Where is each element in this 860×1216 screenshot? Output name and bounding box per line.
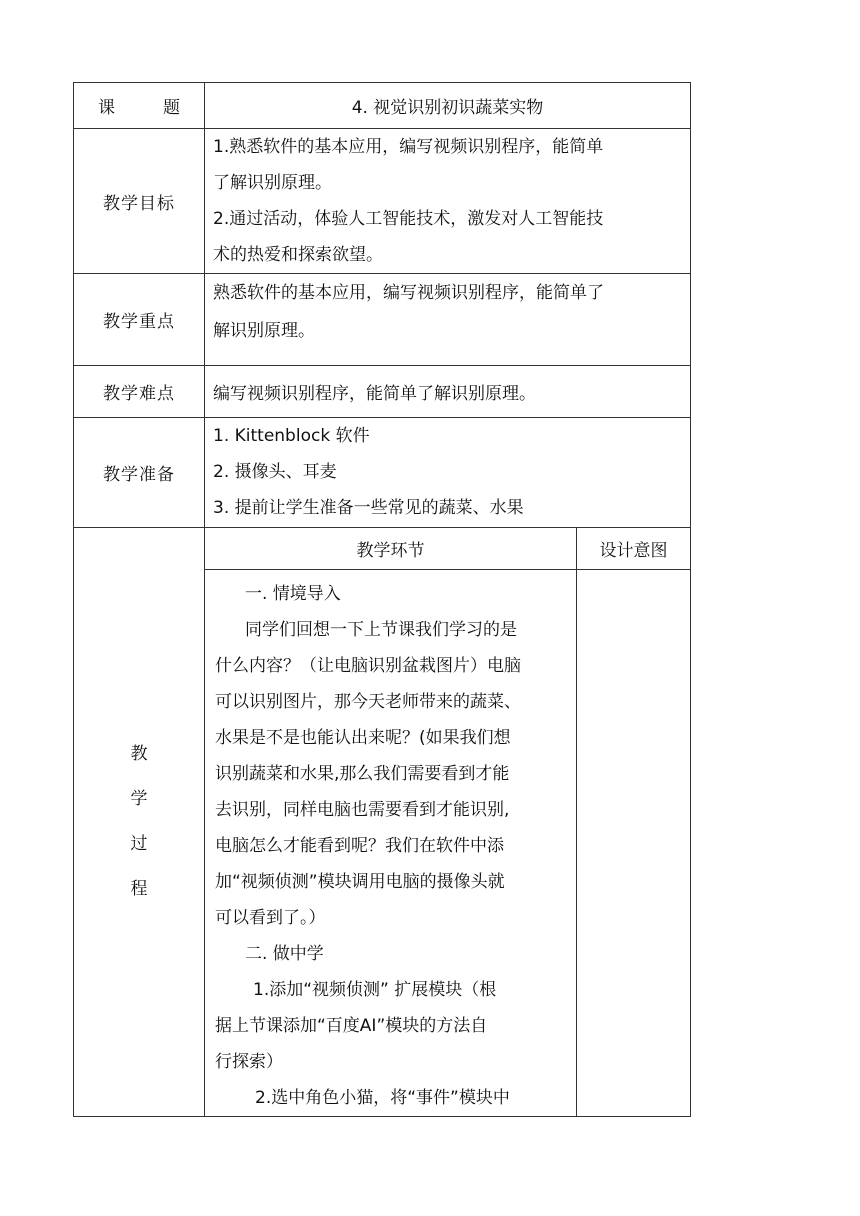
process-line: 水果是不是也能认出来呢？(如果我们想 xyxy=(215,728,511,748)
key-points-line: 解识别原理。 xyxy=(213,321,315,341)
row-difficulties xyxy=(74,366,691,418)
key-points-label: 教学重点 xyxy=(74,274,205,366)
process-label-char: 学 xyxy=(130,789,148,809)
process-label xyxy=(74,528,205,1117)
process-line: 识别蔬菜和水果,那么我们需要看到才能 xyxy=(215,764,510,784)
process-line: 加“视频侦测”模块调用电脑的摄像头就 xyxy=(215,872,505,892)
preparation-content xyxy=(205,418,691,528)
process-line: 1.添加“视频侦测” 扩展模块（根 xyxy=(253,980,497,1000)
lesson-plan-table xyxy=(73,82,691,1117)
difficulties-content: 编写视频识别程序，能简单了解识别原理。 xyxy=(205,366,691,418)
row-goals xyxy=(74,129,691,274)
preparation-line: 1. Kittenblock 软件 xyxy=(213,426,370,446)
goals-content xyxy=(205,129,691,274)
difficulties-label: 教学难点 xyxy=(74,366,205,418)
process-line: 同学们回想一下上节课我们学习的是 xyxy=(245,620,517,640)
design-intent-content xyxy=(577,570,691,1117)
goals-line: 术的热爱和探索欲望。 xyxy=(213,245,383,265)
topic-label-char-2: 题 xyxy=(163,98,180,118)
column-header-intent: 设计意图 xyxy=(577,528,691,570)
goals-line: 1.熟悉软件的基本应用，编写视频识别程序，能简单 xyxy=(213,137,604,157)
row-preparation xyxy=(74,418,691,528)
process-line: 据上节课添加“百度AI”模块的方法自 xyxy=(215,1016,488,1036)
preparation-label: 教学准备 xyxy=(74,418,205,528)
process-line: 电脑怎么才能看到呢？我们在软件中添 xyxy=(215,836,504,856)
row-topic xyxy=(74,83,691,129)
preparation-line: 2. 摄像头、耳麦 xyxy=(213,462,337,482)
preparation-line: 3. 提前让学生准备一些常见的蔬菜、水果 xyxy=(213,498,524,518)
column-header-step: 教学环节 xyxy=(205,528,577,570)
process-line: 行探索） xyxy=(215,1052,283,1072)
process-line: 去识别，同样电脑也需要看到才能识别, xyxy=(215,800,510,820)
process-line: 一. 情境导入 xyxy=(245,584,341,604)
process-line: 可以识别图片，那今天老师带来的蔬菜、 xyxy=(215,692,521,712)
process-line: 什么内容？（让电脑识别盆栽图片）电脑 xyxy=(215,656,521,676)
goals-line: 了解识别原理。 xyxy=(213,173,332,193)
topic-label-char-1: 课 xyxy=(98,98,115,118)
process-line: 可以看到了。） xyxy=(215,908,326,928)
key-points-content xyxy=(205,274,691,366)
goals-label: 教学目标 xyxy=(74,129,205,274)
row-process-header xyxy=(74,528,691,570)
process-line: 2.选中角色小猫，将“事件”模块中 xyxy=(255,1088,510,1108)
row-key-points xyxy=(74,274,691,366)
process-content xyxy=(205,570,577,1117)
process-label-char: 程 xyxy=(130,879,148,899)
topic-label xyxy=(74,83,205,129)
lesson-title: 4. 视觉识别初识蔬菜实物 xyxy=(205,83,691,129)
goals-line: 2.通过活动，体验人工智能技术，激发对人工智能技 xyxy=(213,209,604,229)
process-line: 二. 做中学 xyxy=(245,944,324,964)
key-points-line: 熟悉软件的基本应用，编写视频识别程序，能简单了 xyxy=(213,283,604,303)
process-label-char: 教 xyxy=(130,744,148,764)
process-label-char: 过 xyxy=(130,834,148,854)
